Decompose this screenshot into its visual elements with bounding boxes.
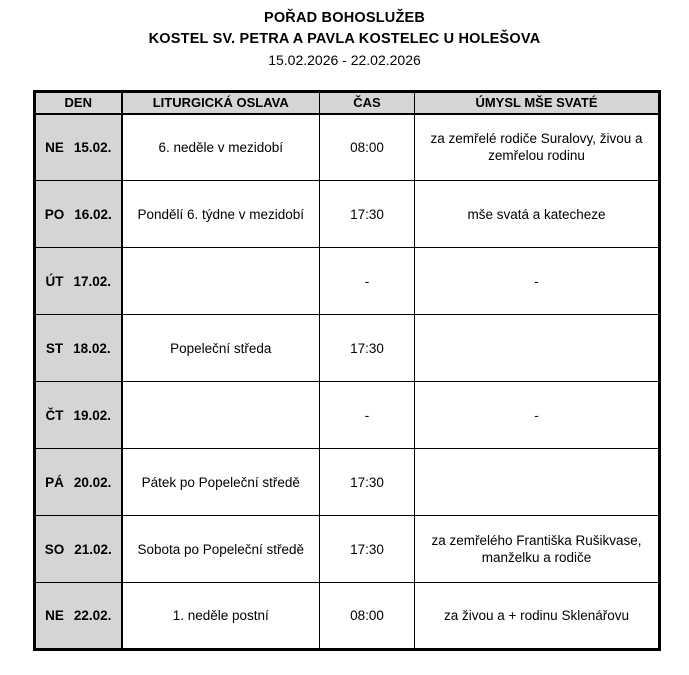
celebration-cell: Popeleční středa	[122, 315, 320, 382]
celebration-cell: Sobota po Popeleční středě	[122, 516, 320, 583]
day-cell	[35, 449, 122, 516]
table-header-row	[35, 92, 660, 114]
table-row	[35, 449, 660, 516]
day-cell	[35, 181, 122, 248]
day-date: 20.02.	[73, 474, 112, 490]
column-header-umysl-mse-svate: ÚMYSL MŠE SVATÉ	[415, 92, 660, 114]
celebration-cell: 1. neděle postní	[122, 583, 320, 650]
intention-cell: za zemřelého Františka Rušikvase, manželku a rodiče	[415, 516, 660, 583]
day-abbrev: ČT	[45, 407, 64, 423]
date-range: 15.02.2026 - 22.02.2026	[268, 52, 421, 68]
column-header-den: DEN	[35, 92, 122, 114]
intention-cell: za živou a + rodinu Sklenářovu	[415, 583, 660, 650]
intention-cell	[415, 315, 660, 382]
table-row	[35, 516, 660, 583]
table-row	[35, 248, 660, 315]
intention-cell: za zemřelé rodiče Suralovy, živou a zemřelou rodinu	[415, 114, 660, 181]
time-cell: 08:00	[320, 583, 415, 650]
page-header	[0, 0, 689, 71]
celebration-cell: Pátek po Popeleční středě	[122, 449, 320, 516]
day-date: 19.02.	[73, 407, 112, 423]
celebration-cell: 6. neděle v mezidobí	[122, 114, 320, 181]
time-cell: -	[320, 382, 415, 449]
time-cell: 17:30	[320, 181, 415, 248]
day-abbrev: SO	[44, 541, 65, 557]
table-row	[35, 181, 660, 248]
time-cell: 17:30	[320, 516, 415, 583]
table-row	[35, 583, 660, 650]
day-date: 15.02.	[73, 139, 112, 155]
column-header-liturgicka-oslava: LITURGICKÁ OSLAVA	[122, 92, 320, 114]
time-cell: 08:00	[320, 114, 415, 181]
day-abbrev: NE	[45, 608, 64, 623]
day-cell	[35, 114, 122, 181]
intention-cell: -	[415, 248, 660, 315]
intention-cell	[415, 449, 660, 516]
day-cell	[35, 382, 122, 449]
celebration-cell	[122, 248, 320, 315]
day-date: 17.02.	[73, 273, 112, 289]
day-abbrev: NE	[45, 139, 64, 155]
time-cell: 17:30	[320, 449, 415, 516]
celebration-cell	[122, 382, 320, 449]
intention-cell: mše svatá a katecheze	[415, 181, 660, 248]
day-abbrev: ÚT	[45, 273, 64, 289]
time-cell: -	[320, 248, 415, 315]
page-title: POŘAD BOHOSLUŽEB	[263, 10, 426, 26]
church-name: KOSTEL SV. PETRA A PAVLA KOSTELEC U HOLEŠOVA	[148, 31, 541, 47]
celebration-cell: Pondělí 6. týdne v mezidobí	[122, 181, 320, 248]
day-date: 18.02.	[73, 340, 111, 356]
day-date: 21.02.	[74, 541, 112, 557]
table-row	[35, 382, 660, 449]
day-cell	[35, 583, 122, 650]
day-cell	[35, 248, 122, 315]
schedule-table	[33, 90, 661, 651]
day-abbrev: PÁ	[45, 474, 64, 490]
day-cell	[35, 516, 122, 583]
day-cell	[35, 315, 122, 382]
time-cell: 17:30	[320, 315, 415, 382]
column-header-cas: ČAS	[320, 92, 415, 114]
table-row	[35, 114, 660, 181]
intention-cell: -	[415, 382, 660, 449]
day-abbrev: PO	[44, 206, 65, 222]
day-date: 22.02.	[73, 608, 112, 623]
day-abbrev: ST	[45, 340, 64, 356]
day-date: 16.02.	[74, 206, 112, 222]
table-row	[35, 315, 660, 382]
